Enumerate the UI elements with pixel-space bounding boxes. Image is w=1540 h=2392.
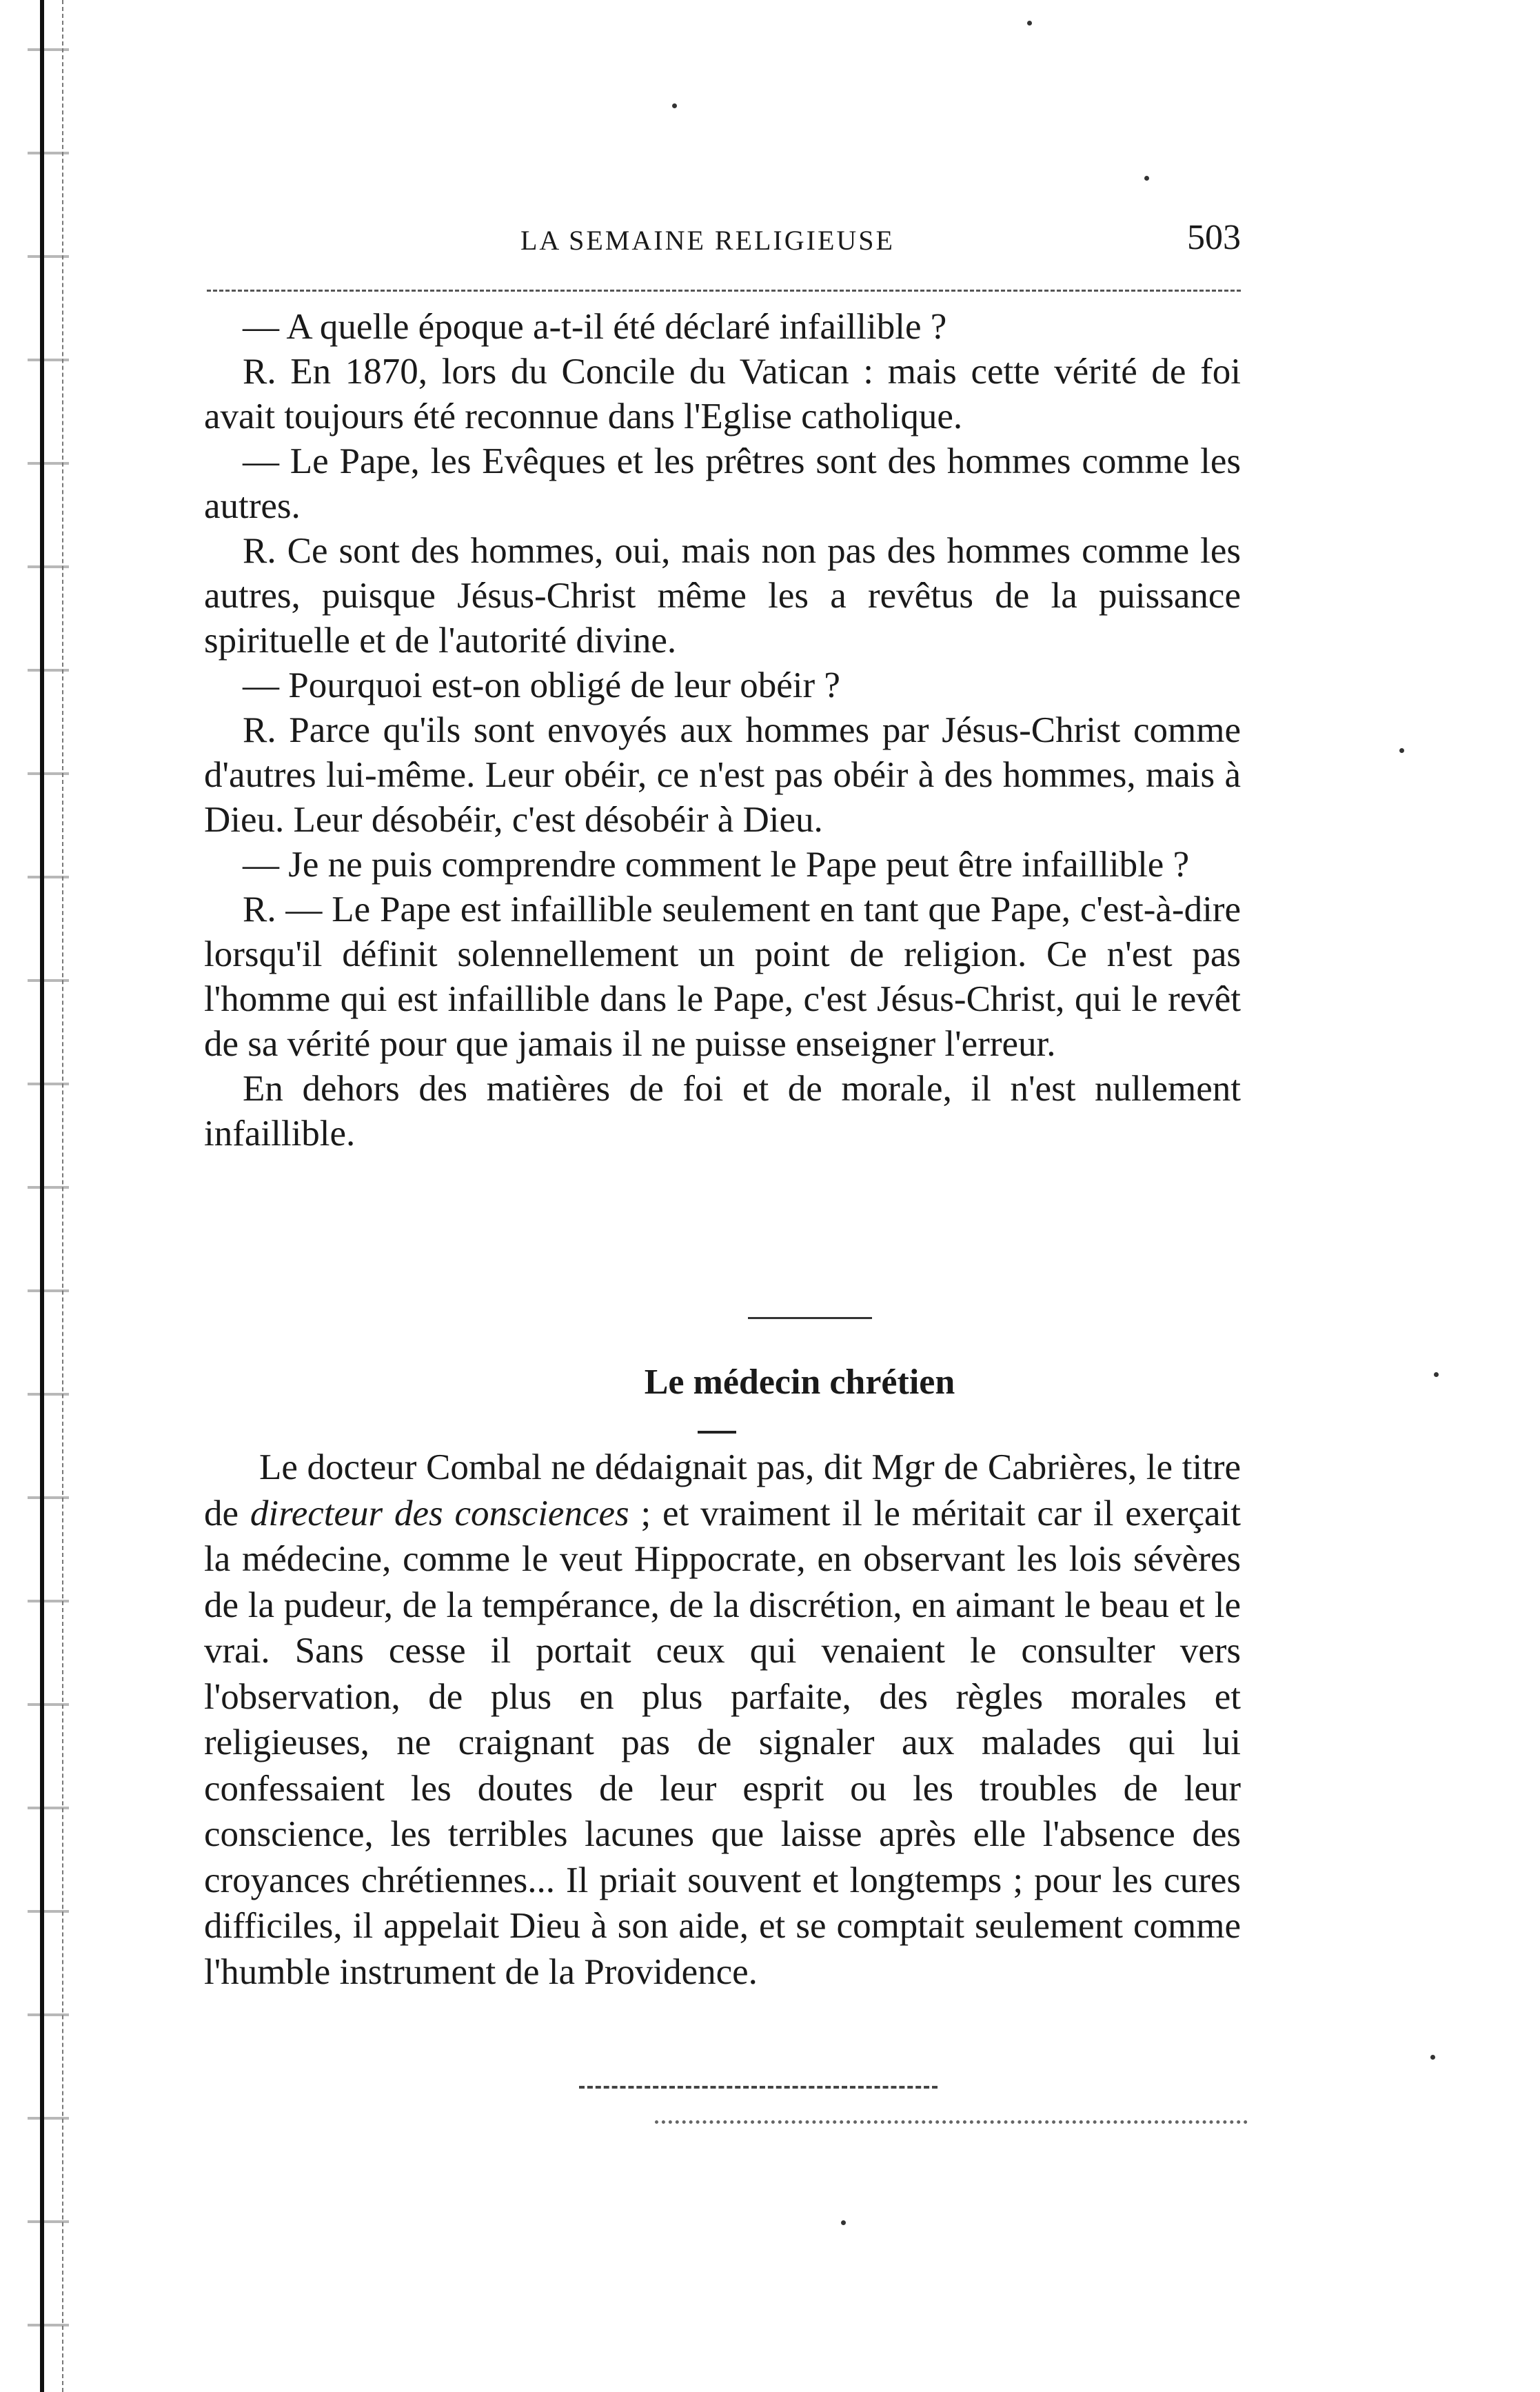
catechism-text [204,305,1241,1156]
answer-paragraph: R. Parce qu'ils sont envoyés aux hommes par Jésus-Christ comme d'autres lui-même. Leur obéir, ce n'est pas obéir à des hommes, mais à Dieu. Leur désobéir, c'est désobéir à Dieu. [204,710,1241,840]
article-italic-phrase: directeur des consciences [250,1493,629,1534]
question-paragraph: — Le Pape, les Evêques et les prêtres sont des hommes comme les autres. [204,441,1241,526]
paper-speck [672,103,677,108]
page-number: 503 [1187,218,1241,257]
article-paragraph [204,1445,1241,1995]
article-text-start: Le docteur Combal ne dédaignait pas, dit Mgr de Cabrières, le titre de [204,1447,1241,1534]
article-body [204,1445,1241,1995]
closing-paragraph: En dehors des matières de foi et de morale, il n'est nullement infaillible. [204,1069,1241,1154]
answer-paragraph: R. En 1870, lors du Concile du Vatican : mais cette vérité de foi avait toujours été reconnue dans l'Eglise catholique. [204,352,1241,436]
header-rule [207,290,1241,292]
title-dash [698,1431,736,1434]
question-paragraph: — Pourquoi est-on obligé de leur obéir ? [243,665,840,705]
page-header [207,217,1241,272]
question-paragraph: — Je ne puis comprendre comment le Pape peut être infaillible ? [243,845,1190,885]
running-head: LA SEMAINE RELIGIEUSE [520,225,895,256]
answer-paragraph: R. — Le Pape est infaillible seulement en tant que Pape, c'est-à-dire lorsqu'il définit solennellement un point de religion. Ce n'est pas l'homme qui est infaillible dans le Pape, c'est Jésus-Christ, qui le revêt de sa vérité pour que jamais il ne puisse enseigner l'erreur. [204,890,1241,1064]
answer-paragraph: R. Ce sont des hommes, oui, mais non pas des hommes comme les autres, puisque Jésus-Christ même les a revêtus de la puissance spirituelle et de l'autorité divine. [204,531,1241,661]
paper-speck [841,2220,846,2225]
section-separator [748,1317,872,1319]
bottom-dots [655,2120,1248,2124]
bottom-rule [579,2086,938,2089]
paper-speck [1399,748,1404,753]
paper-speck [1430,2055,1435,2060]
binding-edge [40,0,63,2392]
section-title: Le médecin chrétien [644,1363,955,1402]
paper-speck [1027,21,1032,26]
paper-speck [1434,1372,1439,1377]
article-text-end: ; et vraiment il le méritait car il exerçait la médecine, comme le veut Hippocrate, en observant les lois sévères de la pudeur, de la tempérance, de la discrétion, en aimant le beau et le vrai. Sans cesse il portait ceux qui venaient le consulter vers l'observation, de plus en plus parfaite, des règles morales et religieuses, ne craignant pas de signaler aux malades qui lui confessaient les doutes de leur esprit ou les troubles de leur conscience, les terribles lacunes que laisse après elle l'absence des croyances chrétiennes... Il priait souvent et longtemps ; pour les cures difficiles, il appelait Dieu à son aide, et se comptait seulement comme l'humble instrument de la Providence. [204,1493,1241,1992]
paper-speck [1144,176,1149,181]
question-paragraph: — A quelle époque a-t-il été déclaré infaillible ? [243,307,947,347]
